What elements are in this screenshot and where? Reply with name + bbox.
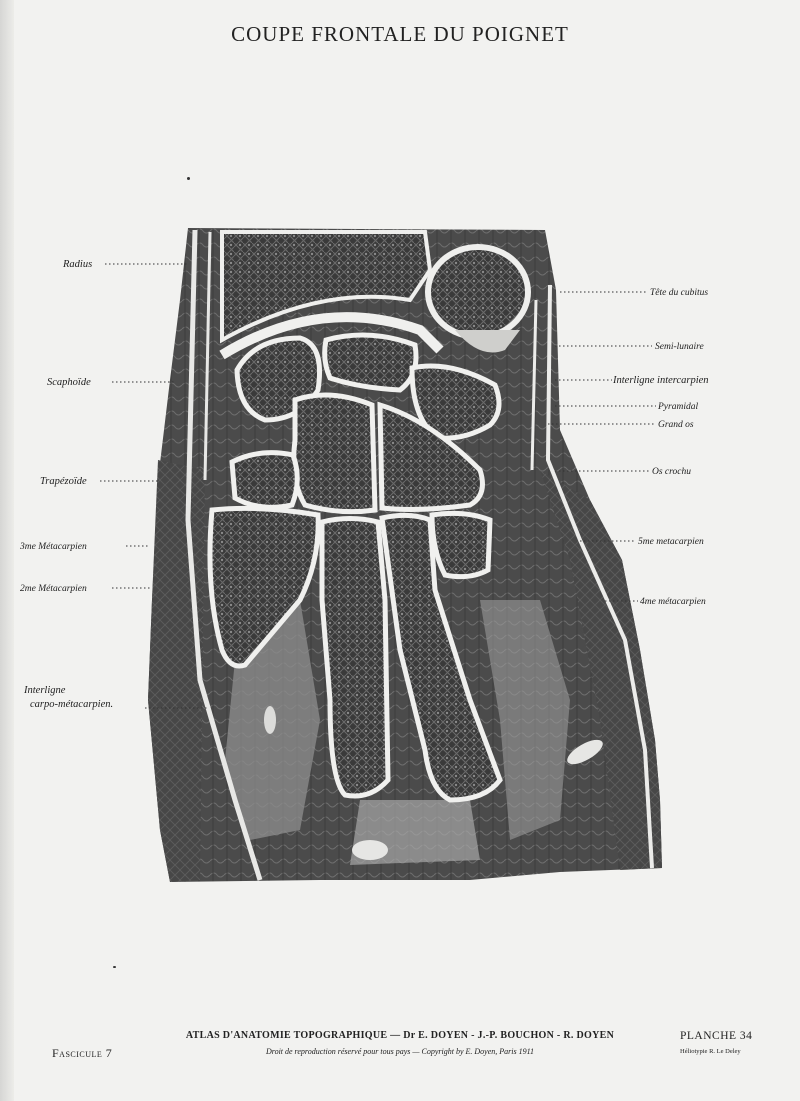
label-os-crochu: Os crochu xyxy=(652,467,691,477)
label-semi-lunaire: Semi-lunaire xyxy=(655,342,704,352)
label-metacarpien-2: 2me Métacarpien xyxy=(20,584,87,594)
label-scaphoide: Scaphoïde xyxy=(47,377,91,388)
label-metacarpien-3: 3me Métacarpien xyxy=(20,542,87,552)
metacarpal-3 xyxy=(322,519,388,797)
label-carpo-metacarpien: carpo-métacarpien. xyxy=(30,699,114,710)
footer-heliotypie: Héliotypie R. Le Deley xyxy=(680,1048,741,1055)
ulna-head xyxy=(428,247,528,337)
lunate-bone xyxy=(325,335,416,390)
label-trapezoide: Trapézoïde xyxy=(40,476,87,487)
footer-fascicule: Fascicule 7 xyxy=(52,1046,113,1060)
label-interligne: Interligne xyxy=(24,685,66,696)
skin-left xyxy=(148,460,205,882)
label-grand-os: Grand os xyxy=(658,420,694,430)
footer-copyright: Droit de reproduction réservé pour tous pays — Copyright by E. Doyen, Paris 1911 xyxy=(265,1047,535,1056)
label-interligne-intercarpien: Interligne intercarpien xyxy=(613,375,709,386)
capitate-bone xyxy=(294,395,375,512)
metacarpal-5 xyxy=(432,513,490,576)
label-metacarpien-4: 4me métacarpien xyxy=(640,597,706,607)
footer-atlas-title: ATLAS D'ANATOMIE TOPOGRAPHIQUE — Dr E. DOYEN - J.-P. BOUCHON - R. DOYEN xyxy=(185,1030,615,1041)
label-pyramidal: Pyramidal xyxy=(658,402,699,412)
print-speck xyxy=(113,966,116,968)
footer-planche: PLANCHE 34 xyxy=(680,1030,753,1042)
label-tete-cubitus: Tête du cubitus xyxy=(650,288,709,298)
plate-title: COUPE FRONTALE DU POIGNET xyxy=(231,22,569,46)
label-radius: Radius xyxy=(63,259,93,270)
print-speck xyxy=(187,177,190,180)
trapezoid-bone xyxy=(232,453,297,508)
label-metacarpien-5: 5me metacarpien xyxy=(638,537,704,547)
